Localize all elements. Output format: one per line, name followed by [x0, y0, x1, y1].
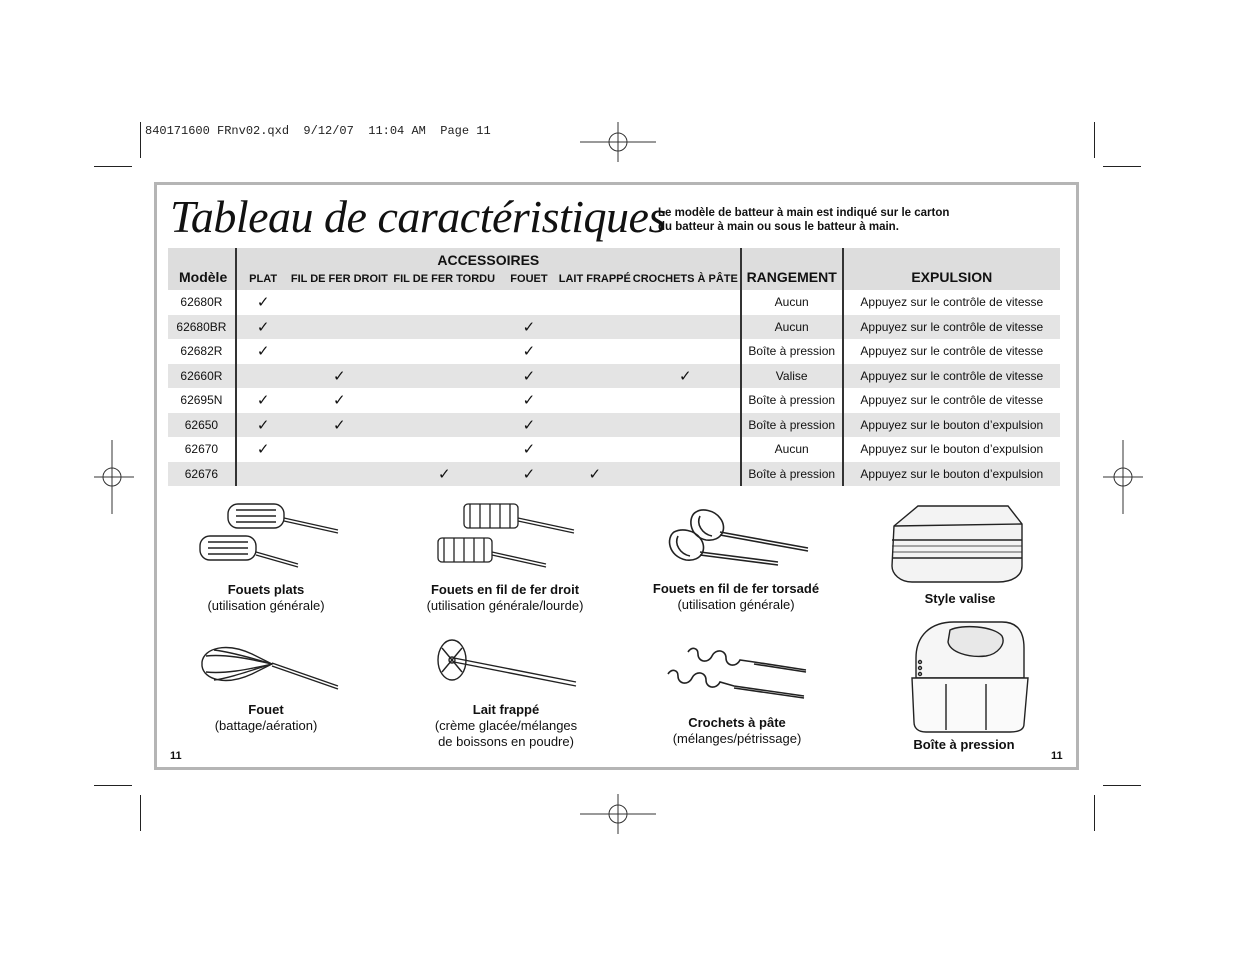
col-header-plat: PLAT [236, 268, 290, 290]
col-header-rangement: RANGEMENT [741, 248, 843, 290]
registration-mark-right [1103, 440, 1143, 514]
cell-fil-droit [289, 437, 389, 462]
table-row [168, 339, 1060, 364]
caption-boite-title: Boîte à pression [913, 737, 1015, 752]
header-accessoires: ACCESSOIRES [236, 248, 741, 268]
cell-fil-tordu [389, 364, 499, 389]
caption-crochets-title: Crochets à pâte [688, 715, 786, 730]
table-row [168, 315, 1060, 340]
cell-model: 62695N [180, 393, 223, 408]
caption-fouet-title: Fouet [248, 702, 284, 717]
caption-crochets [652, 715, 822, 747]
cell-fil-tordu [389, 388, 499, 413]
file-slug: 840171600 FRnv02.qxd 9/12/07 11:04 AM Page 11 [145, 124, 491, 138]
crop-mark-br-v [1094, 795, 1095, 831]
table-row [168, 437, 1060, 462]
caption-lait-sub: (crème glacée/mélanges [434, 718, 578, 733]
cell-plat: ✓ [236, 413, 290, 438]
cell-rangement: Valise [741, 364, 843, 389]
cell-lait-frappe [559, 315, 631, 340]
cell-fil-droit: ✓ [289, 364, 389, 389]
cell-rangement: Aucun [741, 315, 843, 340]
cell-crochets [631, 462, 741, 487]
col-header-fil-tordu: FIL DE FER TORDU [393, 273, 496, 285]
cell-plat [236, 364, 290, 389]
caption-fouets-plats [186, 582, 346, 614]
cell-fil-tordu [389, 339, 499, 364]
cell-fil-droit [289, 315, 389, 340]
registration-mark-left [94, 440, 134, 514]
caption-crochets-sub: (mélanges/pétrissage) [672, 731, 802, 746]
registration-mark-bottom [580, 794, 656, 834]
cell-plat: ✓ [236, 315, 290, 340]
cell-model: 62650 [168, 413, 236, 438]
cell-plat: ✓ [236, 388, 290, 413]
caption-fouet [186, 702, 346, 734]
cell-lait-frappe [559, 437, 631, 462]
cell-expulsion: Appuyez sur le bouton d’expulsion [843, 437, 1060, 462]
cell-lait-frappe [559, 364, 631, 389]
cell-rangement: Aucun [741, 290, 843, 315]
caption-fil-droit-sub: (utilisation générale/lourde) [426, 598, 584, 613]
cell-model: 62680R [180, 295, 223, 310]
col-header-fil-droit: FIL DE FER DROIT [290, 273, 388, 285]
cell-fouet: ✓ [499, 413, 559, 438]
cell-fouet: ✓ [522, 441, 536, 459]
caption-fouets-plats-title: Fouets plats [227, 582, 305, 597]
cell-lait-frappe [559, 388, 631, 413]
twisted-wire-beaters-illustration [666, 506, 812, 568]
cell-fil-droit [289, 462, 389, 487]
note-line-1: Le modèle de batteur à main est indiqué sur le carton [658, 207, 950, 219]
cell-lait-frappe: ✓ [559, 462, 631, 487]
cell-fil-droit: ✓ [289, 413, 389, 438]
cell-rangement: Boîte à pression [741, 462, 843, 487]
cell-rangement: Boîte à pression [741, 388, 843, 413]
spec-table [168, 248, 1060, 486]
col-header-fouet: FOUET [510, 273, 548, 285]
storage-case-illustration [888, 502, 1028, 588]
cell-model: 62660R [168, 364, 236, 389]
cell-model: 62680BR [168, 315, 236, 340]
crop-mark-tr-v [1094, 122, 1095, 158]
cell-model: 62676 [168, 462, 236, 487]
caption-lait-sub2: de boissons en poudre) [438, 734, 574, 749]
cell-plat: ✓ [236, 339, 290, 364]
cell-fouet: ✓ [499, 364, 559, 389]
cell-expulsion: Appuyez sur le contrôle de vitesse [843, 290, 1060, 315]
dough-hooks-illustration [664, 644, 810, 704]
cell-crochets [631, 290, 741, 315]
caption-fil-torsade-sub: (utilisation générale) [677, 597, 795, 612]
page-title: Tableau de caractéristiques [170, 191, 666, 242]
caption-fouets-plats-sub: (utilisation générale) [207, 598, 325, 613]
cell-fouet [499, 290, 559, 315]
cell-lait-frappe [559, 413, 631, 438]
caption-valise-title: Style valise [924, 591, 996, 606]
snap-on-case-illustration [906, 618, 1030, 736]
milkshake-attachment-illustration [434, 636, 580, 692]
cell-crochets [631, 437, 741, 462]
table-row [168, 413, 1060, 438]
cell-fil-tordu [389, 290, 499, 315]
table-row [168, 388, 1060, 413]
cell-expulsion: Appuyez sur le contrôle de vitesse [843, 339, 1060, 364]
cell-fil-droit [289, 290, 389, 315]
cell-expulsion: Appuyez sur le bouton d’expulsion [843, 413, 1060, 438]
caption-fouet-sub: (battage/aération) [214, 718, 318, 733]
cell-crochets [631, 413, 741, 438]
col-header-crochets: CROCHETS À PÂTE [632, 273, 738, 285]
cell-fil-droit: ✓ [333, 392, 346, 410]
cell-fil-droit [289, 339, 389, 364]
table-row [168, 364, 1060, 389]
cell-crochets [631, 388, 741, 413]
caption-fil-torsade [640, 581, 832, 613]
cell-lait-frappe [559, 290, 631, 315]
page-number-left: 11 [170, 750, 182, 762]
cell-rangement: Aucun [741, 437, 843, 462]
cell-crochets [631, 315, 741, 340]
crop-mark-tl-h [94, 166, 132, 167]
cell-model: 62682R [180, 344, 223, 359]
cell-crochets [631, 339, 741, 364]
col-header-expulsion: EXPULSION [843, 248, 1060, 290]
cell-expulsion: Appuyez sur le contrôle de vitesse [843, 315, 1060, 340]
cell-fil-tordu [389, 315, 499, 340]
page-number-right: 11 [1051, 750, 1063, 762]
cell-fil-tordu [389, 413, 499, 438]
col-header-model: Modèle [179, 269, 228, 285]
registration-mark-top [580, 122, 656, 162]
cell-fouet: ✓ [522, 392, 536, 410]
crop-mark-tl-v [140, 122, 141, 158]
cell-fouet: ✓ [522, 343, 536, 361]
caption-fil-droit [410, 582, 600, 614]
flat-beaters-illustration [196, 500, 342, 572]
caption-lait [416, 702, 596, 750]
cell-rangement: Boîte à pression [741, 413, 843, 438]
cell-plat [236, 462, 290, 487]
caption-fil-torsade-title: Fouets en fil de fer torsadé [652, 581, 820, 596]
caption-lait-title: Lait frappé [472, 702, 540, 717]
table-row [168, 290, 1060, 315]
col-header-lait-frappe: LAIT FRAPPÉ [558, 273, 631, 285]
caption-valise [880, 591, 1040, 607]
cell-fil-tordu [389, 437, 499, 462]
cell-expulsion: Appuyez sur le bouton d’expulsion [843, 462, 1060, 487]
cell-crochets: ✓ [631, 364, 741, 389]
caption-boite [884, 737, 1044, 753]
cell-expulsion: Appuyez sur le contrôle de vitesse [843, 388, 1060, 413]
cell-model: 62670 [184, 442, 219, 457]
crop-mark-bl-h [94, 785, 132, 786]
cell-rangement: Boîte à pression [741, 339, 843, 364]
model-location-note [658, 206, 978, 234]
note-line-2: du batteur à main ou sous le batteur à main. [658, 221, 899, 233]
cell-fil-tordu: ✓ [389, 462, 499, 487]
cell-plat: ✓ [236, 437, 290, 462]
table-row [168, 462, 1060, 487]
caption-fil-droit-title: Fouets en fil de fer droit [430, 582, 580, 597]
straight-wire-beaters-illustration [434, 502, 578, 572]
cell-plat: ✓ [236, 290, 290, 315]
crop-mark-tr-h [1103, 166, 1141, 167]
cell-lait-frappe [559, 339, 631, 364]
whisk-illustration [196, 640, 342, 696]
cell-expulsion: Appuyez sur le contrôle de vitesse [843, 364, 1060, 389]
crop-mark-bl-v [140, 795, 141, 831]
cell-fouet: ✓ [499, 462, 559, 487]
cell-fouet: ✓ [499, 315, 559, 340]
crop-mark-br-h [1103, 785, 1141, 786]
